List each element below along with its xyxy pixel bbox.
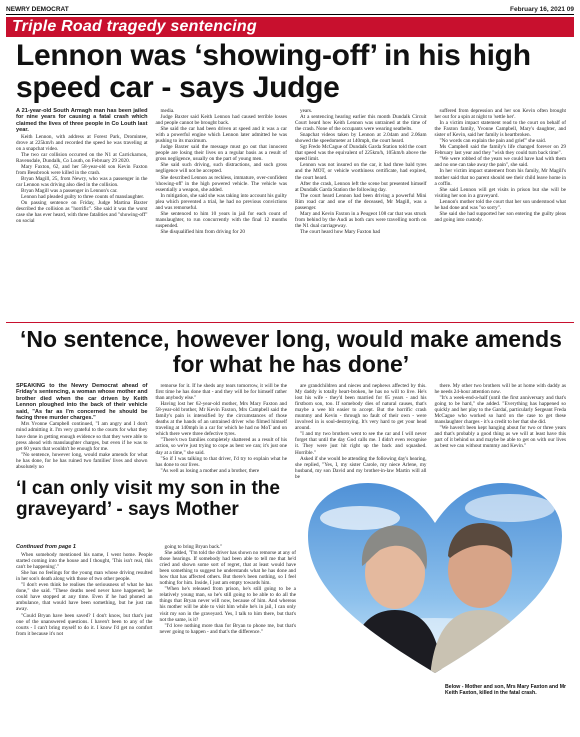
article-paragraph: Ms Campbell said the family's life changed forever on 29 February last year and they "wish they could turn back time".: [434, 144, 566, 157]
article-paragraph: Lennon had pleaded guilty to three counts of manslaughter.: [21, 194, 145, 201]
article-paragraph: The two car collision occurred on the N1 at Carrickarnon, Ravensdale, Dundalk, Co Louth, on February 29 2020.: [16, 151, 148, 164]
article-paragraph: Mary and Kevin Faxton in a Peugeot 108 car that was struck from behind by the Audi as both cars were travelling north on the N1 dual carriageway.: [295, 210, 427, 229]
main-headline: Lennon was ‘showing-off’ in his high speed car - says Judge: [16, 39, 531, 104]
article-column: [16, 544, 153, 732]
article-paragraph: Lennon was not insured on the car, it had three bald tyres and the MOT, or vehicle worthiness certificate, had expired, the court heard.: [295, 162, 427, 181]
article-column: [16, 108, 148, 319]
article-paragraph: "I'd love nothing more than for Bryan to phone me, but that's never going to happen - and that's the difference.": [159, 622, 296, 635]
article-paragraph: On passing sentence on Friday, Judge Martina Baxter described the collision as "horrific". She said it was the worst case she has ever heard, with three fatalities and "showing-off" on social: [16, 200, 148, 225]
article-paragraph: "I and my two brothers went to see the car and I will never forget that until the day God calls me. I didn't even recognise it. They were just hit right up the back and squashed. Horrible.": [295, 431, 427, 456]
paper-name: NEWRY DEMOCRAT: [6, 6, 69, 13]
article-paragraph: "No sentence, however long, would make amends for what he has done, for he has ruined two families' lives and shown absolutely no: [16, 451, 148, 470]
article-paragraph: She sentenced to him 10 years in jail for each count of manslaughter, to run concurrently with the final 12 months suspended.: [155, 210, 287, 229]
article-paragraph: In her victim impact statement from his family, Mr Magill's mother said that no parent should see their child leave home in a coffin.: [434, 168, 566, 187]
article-paragraph: She said such driving, such distractions, and such gross negligence will not be accepted.: [155, 162, 287, 175]
article-paragraph: Asked if she would be attending the following day's hearing, she replied, "Yes, I, my sister Carole, my niece Arlene, my husband, my son David and my brother-in-law Martin will all be: [295, 455, 427, 480]
article-paragraph: She described Lennon as reckless, immature, over-confident 'showing-off' in the high powered vehicle. The vehicle was essentially a weapon, she added.: [155, 174, 287, 193]
article-paragraph: years.: [300, 108, 313, 114]
kicker-text: Triple Road tragedy sentencing: [12, 18, 257, 35]
article-paragraph: The court heard how Mary Faxton had: [300, 228, 381, 235]
article-paragraph: "We were robbed of the years we could have had with them and no one can take away the pain", she said.: [434, 156, 566, 169]
article-column: [156, 108, 288, 319]
article-paragraph: Snapchat videos taken by Lennon at 2.04am and 2.06am showed the speedometer at 140mph, the court heard.: [295, 132, 427, 145]
article-column: [16, 383, 148, 473]
article-column: [435, 108, 567, 319]
article-paragraph: "No words can explain the pain and grief" she said.: [439, 138, 547, 145]
article-column: [156, 383, 288, 473]
article-paragraph: "So if I was talking to that driver, I'd try to explain what he has done to our lives.: [155, 455, 287, 468]
article-paragraph: Keith Lennon, with address at Forest Park, Dromintee, drove at 225km/h and recorded the speed he was traveling at on a snapchat video.: [16, 133, 148, 152]
article-paragraph: At a sentencing hearing earlier this month Dundalk Circuit Court heard how Keith Lennon was untrained at the time of the crash. None of the occupants were wearing seatbelts.: [295, 114, 427, 133]
article-paragraph: She disqualified him from driving for 20: [160, 228, 245, 235]
article-paragraph: are grandchildren and nieces and nephews affected by this. My daddy is totally heart-broken, he has no will to live. He's lost his wife - they'd been married for 65 years - and his firstborn son, too. If somebody dies of natural causes, that's maybe a wee bit easier to accept. But the horrific crash mummy and Kevin - through no fault of their own - were involved in is soul-destroying. It's very hard to get your head around.: [295, 383, 427, 432]
page-date: February 16, 2021 09: [510, 6, 574, 13]
kicker-banner: [6, 17, 574, 37]
article-paragraph: In mitigation, she said she was taking into account his guilty plea which prevented a trial, he had no previous convictions and was remorseful.: [155, 192, 287, 211]
article-paragraph: suffered from depression and her son Kevin often brought her out for a spin at night to 'settle her'.: [434, 108, 566, 121]
article-paragraph: Mary Faxton, 62, and her 58-year-old son Kevin Faxton from Bessbrook were killed in the crash.: [16, 163, 148, 176]
bottom-article: [16, 544, 296, 732]
article-paragraph: After the crash, Lennon left the scene but presented himself at Dundalk Garda Station the following day.: [295, 180, 427, 193]
article-column: [160, 544, 297, 732]
article-paragraph: "It's a week-end-a-half (until the first anniversary and that's going to be hard," she added. "Everything has happened so quickly and her play to the Gardaí, particularly Sergeant Freda McCague who worked so hard on the case to get these manslaughter charges - it's a credit to her that she did.: [434, 395, 566, 426]
pull-quote-headline: ‘No sentence, however long, would make amends for what he has done’: [20, 326, 562, 377]
article-column: [435, 383, 567, 473]
continued-label: Continued from page 1: [16, 544, 76, 550]
article-paragraph: Bryan Magill, 25, from Newry, who was a passenger in the car Lennon was driving also died in the collision.: [16, 175, 148, 188]
article-paragraph: there. My other two brothers will be at home with daddy as he needs 24-hour attention now.: [434, 383, 566, 396]
article-paragraph: In a victim impact statement read to the court on behalf of the Faxton family, Yvonne Campbell, Mary's daughter, and sister of Kevin, said her family is heartbroken.: [434, 120, 566, 139]
article-paragraph: Mrs Yvonne Campbell continued, "I am angry and I don't mind admitting it. I'm very grateful to the courts for what they have done in getting enough evidence so that they were able to press ahead with manslaughter charges, but even if he was to get 60 years that wouldn't be enough for me.: [16, 421, 148, 452]
article-paragraph: "We haven't been kept hanging about for two or three years and that's probably a good thing as we will at least have this part of it behind us and maybe be able to get on with our lives as best we can without mummy and Kevin.": [434, 425, 566, 450]
article-paragraph: She said she had supported her son entering the guilty pleas and going into custody.: [434, 210, 566, 223]
article-paragraph: When somebody mentioned his name, I went home. People started coming into the house and I thought, 'This isn't real, this can't be happening'.": [16, 552, 153, 571]
article-paragraph: remorse for it. If he sheds any tears tomorrow, it will be the first time he has done that - and they will be for himself rather than anybody else.": [155, 383, 287, 402]
article-paragraph: "I don't even think he realises the seriousness of what he has done," she said. "These deaths need never have happened; he could have stopped at any time. Even if he had phoned an ambulance, that would have been something, but he just ran away.: [16, 582, 153, 613]
heart-photo: [300, 478, 570, 678]
article-paragraph: She said the car had been driven at speed and it was a car with a powerful engine which Lennon later admitted he was pushing to its maximum.: [155, 126, 287, 145]
photo-caption: Below - Mother and son, Mrs Mary Faxton and Mr Keith Faxton, killed in the fatal crash.: [445, 684, 567, 697]
article-column: [295, 108, 427, 319]
article-paragraph: "When he's released from prison, he's still going to be a relatively young man, so he's still going to be able to do all the things that Bryan never will now, because of him. And whereas his mother will be able to visit him while he's in jail, I can only visit my son in the graveyard. Yes, I talk to him there, but that's not the same, is it?: [159, 586, 296, 623]
article-paragraph: Lennon's mother told the court that her son understood what he had done and was "so sorry".: [434, 198, 566, 211]
lead-paragraph: A 21-year-old South Armagh man has been jailed for nine years for causing a fatal crash which claimed the lives of three people in Co Louth last year.: [16, 108, 148, 134]
article-paragraph: Judge Baxter said Keith Lennon had caused terrible losses and people cannot be brought back.: [155, 114, 287, 127]
article-paragraph: She added, "I'm told the driver has shown no remorse at any of those hearings. If somebody had been able to tell me that he'd cried and shown some sort of regret, that at least would have been something to suggest he understands what he has done and how that has affected others. But there's been nothing, so I feel nothing for him. Inside, I just am empty towards him.: [159, 550, 296, 587]
lead-paragraph: SPEAKING to the Newry Democrat ahead of Friday's sentencing, a woman whose mother and brother died when the car driven by Keith Lennon ploughed into the back of their vehicle said, "As far as I'm concerned he should be facing three murder charges.": [16, 383, 148, 422]
sub-headline: ‘I can only visit my son in the graveyard’ - says Mother: [16, 478, 280, 520]
article-paragraph: She said Lennon will get visits in prison but she will be visiting her son in a graveyard.: [434, 186, 566, 199]
masthead: [6, 3, 574, 15]
article-paragraph: The court heard Lennon had been driving a powerful Mini Rim road car and one of the deceased, Mr Magill, was a passenger.: [295, 192, 427, 211]
article-paragraph: Judge Baxter said the message must go out that innocent people are losing their lives on a regular basis as a result of gross negligence, usually on the part of young men.: [155, 144, 287, 163]
article-paragraph: "Could Bryan have been saved? I don't know, but that's just one of the unanswered questions. I haven't been to any of the courts - I can't bring myself to do it. I know I'd get no comfort from it because it's not: [16, 612, 153, 637]
article-paragraph: "There's two families completely shattered as a result of his action, so we're just trying to cope as best we can; it's just one day at a time," she said.: [155, 437, 287, 456]
article-paragraph: Bryan Magill was a passenger in Lennon's car.: [21, 188, 118, 195]
article-paragraph: going to bring Bryan back.": [164, 544, 223, 550]
article-paragraph: She has no feelings for the young man whose driving resulted in her son's death along with those of two other people.: [16, 570, 153, 583]
article-paragraph: media.: [160, 108, 175, 114]
article-paragraph: Having lost her 62-year-old mother, Mrs Mary Faxton and 58-year-old brother, Mr Kevin Faxton, Mrs Campbell said the family's pain is intensified by the circumstances of those deaths at the hands of an untrained driver who filmed himself traveling at 140mph in a car for which he had no MoT and on which there were three defective tyres.: [155, 401, 287, 438]
middle-article: [16, 383, 566, 480]
article-column: [295, 383, 427, 480]
section-divider: [6, 322, 574, 323]
article-paragraph: Sgt Fredo McCague of Dundalk Garda Station told the court that speed was the equivalent of 225km/h, 105km/h above the speed limit.: [295, 144, 427, 163]
top-article: [16, 108, 566, 319]
article-paragraph: "As well as losing a mother and a brother, there: [160, 467, 260, 474]
